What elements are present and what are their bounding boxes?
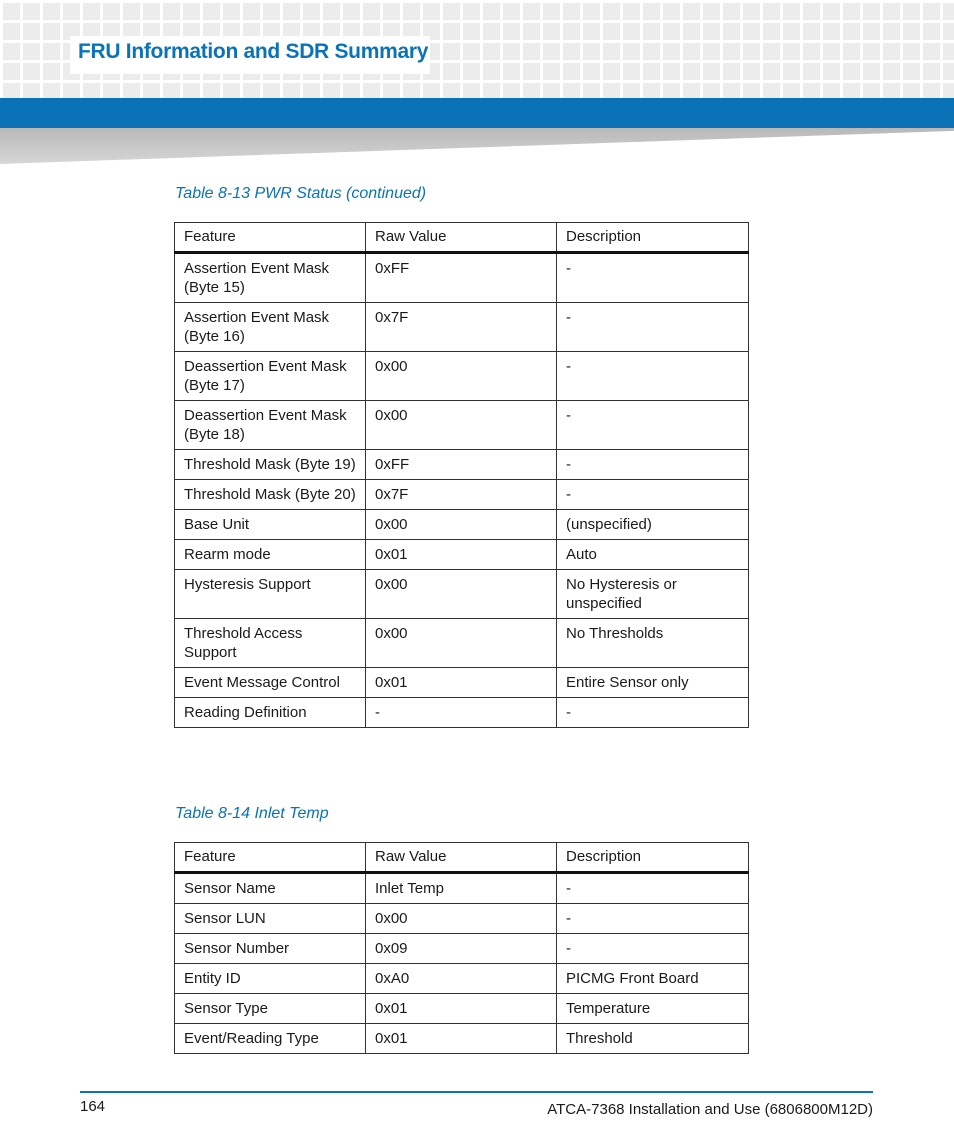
cell-description: - xyxy=(557,904,749,934)
table-row xyxy=(175,698,749,728)
cell-feature: Event Message Control xyxy=(175,668,366,698)
table-row xyxy=(175,668,749,698)
cell-feature: Sensor Number xyxy=(175,934,366,964)
pwr-status-table-body xyxy=(175,253,749,728)
column-header-raw-value: Raw Value xyxy=(366,223,557,253)
inlet-temp-table-body xyxy=(175,873,749,1054)
table-row xyxy=(175,480,749,510)
cell-description: (unspecified) xyxy=(557,510,749,540)
cell-raw-value: 0x09 xyxy=(366,934,557,964)
column-header-description: Description xyxy=(557,843,749,873)
cell-description: Auto xyxy=(557,540,749,570)
cell-feature: Hysteresis Support xyxy=(175,570,366,619)
cell-raw-value: 0xFF xyxy=(366,450,557,480)
cell-feature: Threshold Mask (Byte 19) xyxy=(175,450,366,480)
cell-raw-value: 0x01 xyxy=(366,1024,557,1054)
table-row xyxy=(175,303,749,352)
cell-raw-value: 0x00 xyxy=(366,352,557,401)
table-row xyxy=(175,450,749,480)
cell-feature: Sensor Type xyxy=(175,994,366,1024)
cell-feature: Event/Reading Type xyxy=(175,1024,366,1054)
table-row xyxy=(175,873,749,904)
cell-raw-value: 0x00 xyxy=(366,619,557,668)
cell-feature: Threshold Access Support xyxy=(175,619,366,668)
cell-feature: Sensor Name xyxy=(175,873,366,904)
table-row xyxy=(175,540,749,570)
table-row xyxy=(175,904,749,934)
cell-raw-value: 0x01 xyxy=(366,540,557,570)
header-blue-band xyxy=(0,98,954,128)
cell-description: - xyxy=(557,253,749,303)
table-caption-inlet-temp: Table 8-14 Inlet Temp xyxy=(175,805,329,822)
column-header-raw-value: Raw Value xyxy=(366,843,557,873)
cell-raw-value: 0x00 xyxy=(366,570,557,619)
table-row xyxy=(175,570,749,619)
cell-raw-value: 0x00 xyxy=(366,401,557,450)
cell-description: - xyxy=(557,934,749,964)
table-row xyxy=(175,1024,749,1054)
cell-description: - xyxy=(557,698,749,728)
cell-feature: Assertion Event Mask (Byte 15) xyxy=(175,253,366,303)
cell-raw-value: 0x00 xyxy=(366,510,557,540)
table-row xyxy=(175,510,749,540)
cell-feature: Threshold Mask (Byte 20) xyxy=(175,480,366,510)
cell-feature: Deassertion Event Mask (Byte 18) xyxy=(175,401,366,450)
page-number: 164 xyxy=(80,1098,106,1115)
pwr-status-table xyxy=(174,222,749,728)
table-header-row xyxy=(175,843,749,873)
table-header-row xyxy=(175,223,749,253)
cell-description: - xyxy=(557,401,749,450)
cell-raw-value: - xyxy=(366,698,557,728)
cell-description: No Hysteresis or unspecified xyxy=(557,570,749,619)
cell-feature: Entity ID xyxy=(175,964,366,994)
table-row xyxy=(175,253,749,303)
cell-description: - xyxy=(557,352,749,401)
cell-feature: Sensor LUN xyxy=(175,904,366,934)
cell-raw-value: 0x01 xyxy=(366,668,557,698)
cell-description: PICMG Front Board xyxy=(557,964,749,994)
cell-raw-value: 0xA0 xyxy=(366,964,557,994)
footer-rule xyxy=(80,1091,873,1093)
cell-description: - xyxy=(557,480,749,510)
cell-raw-value: 0xFF xyxy=(366,253,557,303)
cell-feature: Assertion Event Mask (Byte 16) xyxy=(175,303,366,352)
document-title: ATCA-7368 Installation and Use (6806800M12D) xyxy=(547,1101,873,1118)
cell-feature: Deassertion Event Mask (Byte 17) xyxy=(175,352,366,401)
table-row xyxy=(175,964,749,994)
table-caption-pwr-status: Table 8-13 PWR Status (continued) xyxy=(175,185,427,202)
cell-description: - xyxy=(557,303,749,352)
cell-description: - xyxy=(557,873,749,904)
cell-feature: Rearm mode xyxy=(175,540,366,570)
cell-raw-value: Inlet Temp xyxy=(366,873,557,904)
column-header-feature: Feature xyxy=(175,223,366,253)
cell-description: - xyxy=(557,450,749,480)
cell-feature: Reading Definition xyxy=(175,698,366,728)
cell-description: Entire Sensor only xyxy=(557,668,749,698)
cell-raw-value: 0x01 xyxy=(366,994,557,1024)
cell-description: Threshold xyxy=(557,1024,749,1054)
cell-description: Temperature xyxy=(557,994,749,1024)
page-section-title: FRU Information and SDR Summary xyxy=(78,40,429,63)
table-row xyxy=(175,619,749,668)
inlet-temp-table xyxy=(174,842,749,1054)
column-header-feature: Feature xyxy=(175,843,366,873)
table-row xyxy=(175,934,749,964)
table-row xyxy=(175,994,749,1024)
cell-feature: Base Unit xyxy=(175,510,366,540)
cell-raw-value: 0x7F xyxy=(366,480,557,510)
table-row xyxy=(175,401,749,450)
cell-description: No Thresholds xyxy=(557,619,749,668)
cell-raw-value: 0x7F xyxy=(366,303,557,352)
column-header-description: Description xyxy=(557,223,749,253)
header-grey-swoosh xyxy=(0,128,954,164)
cell-raw-value: 0x00 xyxy=(366,904,557,934)
table-row xyxy=(175,352,749,401)
